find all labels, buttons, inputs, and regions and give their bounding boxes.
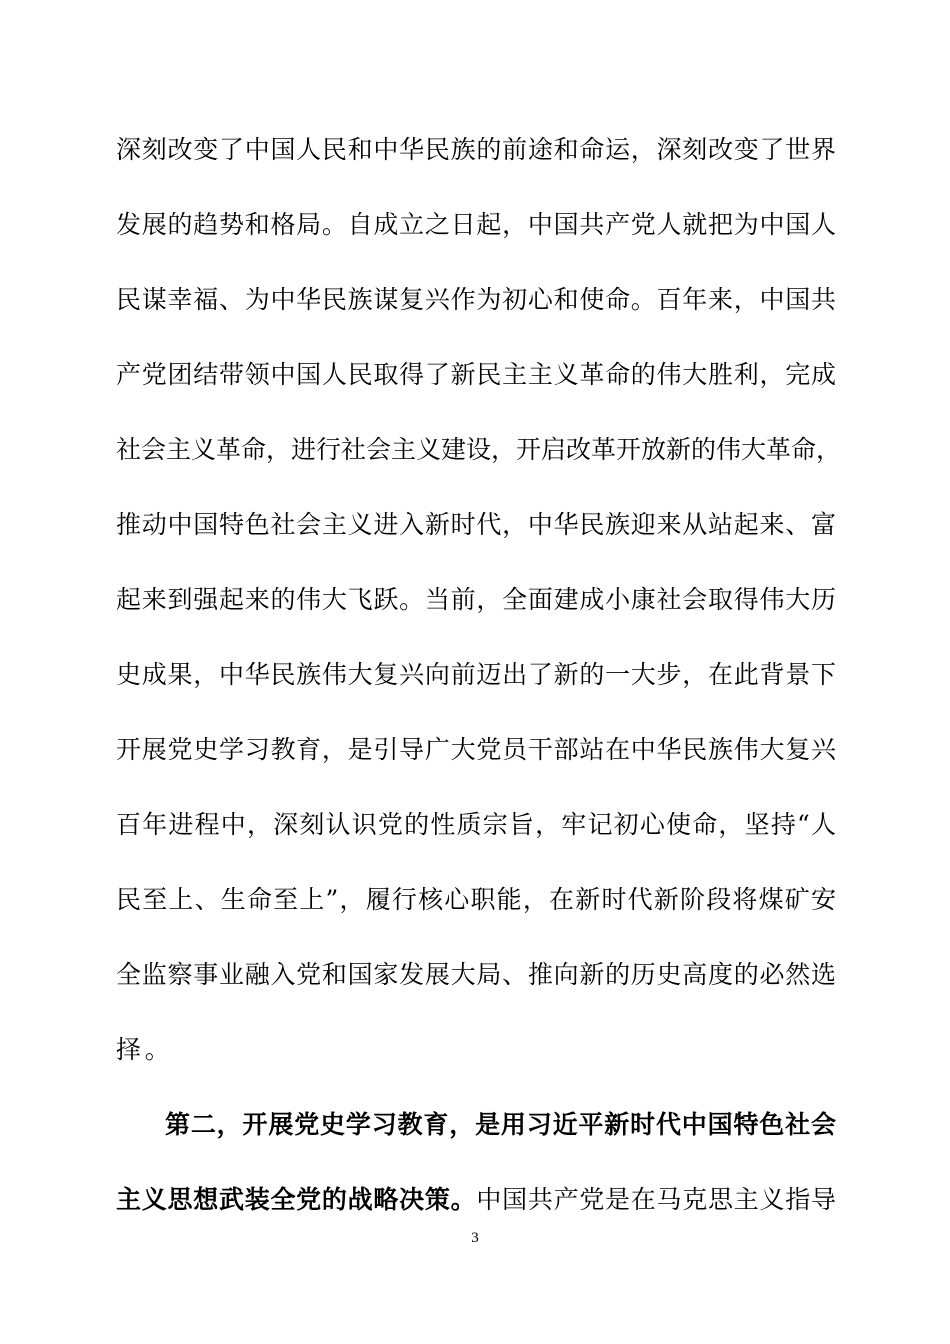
paragraph-line: 百年进程中，深刻认识党的性质宗旨，牢记初心使命，坚持“人 [116,810,836,839]
paragraph-line: 起来到强起来的伟大飞跃。当前，全面建成小康社会取得伟大历 [116,585,836,614]
paragraph-line-last: 择。 [116,1035,174,1064]
paragraph-line: 社会主义革命，进行社会主义建设，开启改革开放新的伟大革命， [116,435,842,464]
paragraph-line: 产党团结带领中国人民取得了新民主主义革命的伟大胜利，完成 [116,360,836,389]
paragraph-line: 深刻改变了中国人民和中华民族的前途和命运，深刻改变了世界 [116,135,836,164]
paragraph-line: 开展党史学习教育，是引导广大党员干部站在中华民族伟大复兴 [116,735,836,764]
mixed-paragraph-line [116,1180,836,1220]
paragraph-line: 发展的趋势和格局。自成立之日起，中国共产党人就把为中国人 [116,210,836,239]
page-number: 3 [471,1230,479,1246]
paragraph-line: 史成果，中华民族伟大复兴向前迈出了新的一大步，在此背景下 [116,660,836,689]
paragraph-line: 推动中国特色社会主义进入新时代，中华民族迎来从站起来、富 [116,510,836,539]
section-heading-end: 主义思想武装全党的战略决策。 [116,1185,477,1214]
section-heading-line: 第二，开展党史学习教育，是用习近平新时代中国特色社会 [165,1110,836,1139]
paragraph-text: 中国共产党是在马克思主义指导 [476,1185,836,1214]
paragraph-line: 民谋幸福、为中华民族谋复兴作为初心和使命。百年来，中国共 [116,285,836,314]
paragraph-line: 民至上、生命至上”，履行核心职能，在新时代新阶段将煤矿安 [116,885,836,914]
paragraph-line: 全监察事业融入党和国家发展大局、推向新的历史高度的必然选 [116,960,836,989]
